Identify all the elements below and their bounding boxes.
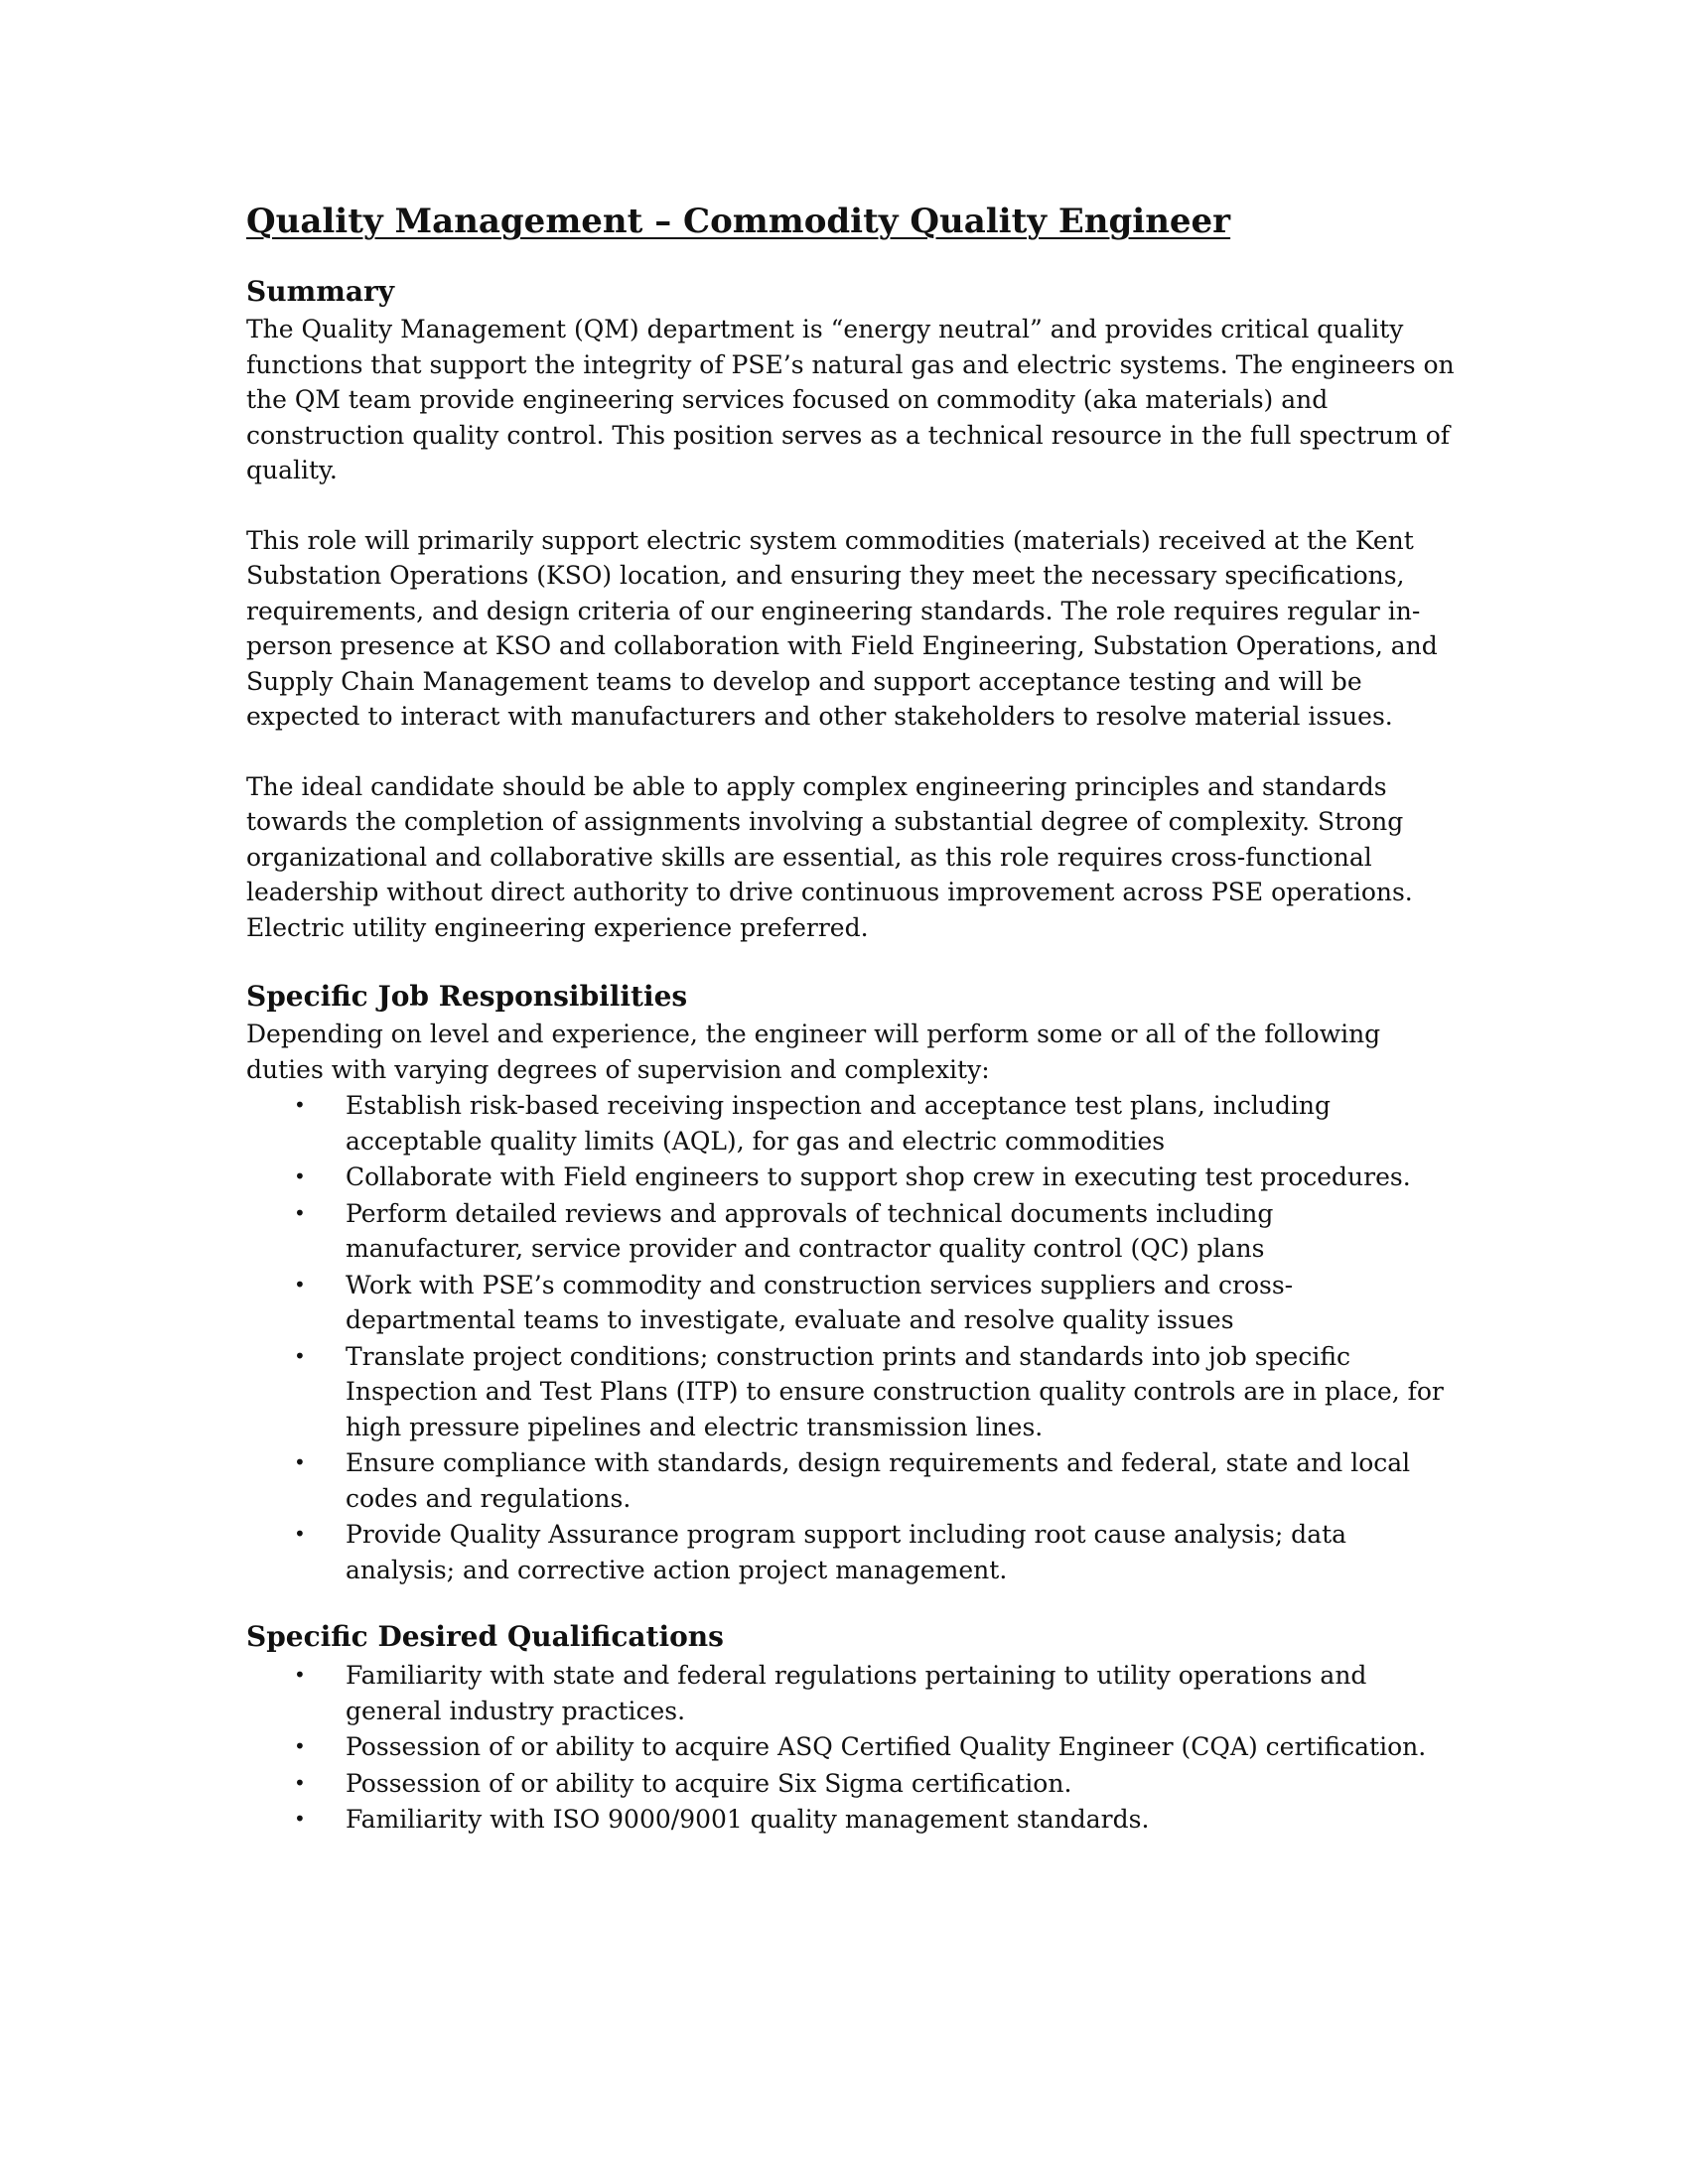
list-item-text: Work with PSE’s commodity and construction services suppliers and cross-departmental teams to investigate, evaluate and resolve quality issues	[346, 1270, 1294, 1334]
list-item	[246, 1445, 1458, 1516]
document-title: Quality Management – Commodity Quality Engineer	[246, 202, 1231, 241]
summary-paragraph-1: The Quality Management (QM) department is “energy neutral” and provides critical quality functions that support the integrity of PSE’s natural gas and electric systems. The engineers on the QM team provide engineering services focused on commodity (aka materials) and construction quality control. This position serves as a technical resource in the full spectrum of quality.	[246, 315, 1455, 484]
list-item-text: Provide Quality Assurance program support including root cause analysis; data analysis; and corrective action project management.	[346, 1520, 1347, 1584]
list-item	[246, 1658, 1458, 1728]
list-item-text: Collaborate with Field engineers to support shop crew in executing test procedures.	[346, 1162, 1411, 1191]
list-item-text: Perform detailed reviews and approvals of technical documents including manufacturer, service provider and contractor quality control (QC) plans	[346, 1198, 1274, 1263]
list-item	[246, 1339, 1458, 1445]
list-item	[246, 1729, 1458, 1765]
bullet-icon: •	[294, 1343, 306, 1368]
list-item-text: Possession of or ability to acquire ASQ Certified Quality Engineer (CQA) certification.	[346, 1732, 1427, 1761]
summary-paragraph-2: This role will primarily support electric system commodities (materials) received at the Kent Substation Operations (KSO) location, and ensuring they meet the necessary specifications, requirements, and design criteria of our engineering standards. The role requires regular in-person presence at KSO and collaboration with Field Engineering, Substation Operations, and Supply Chain Management teams to develop and support acceptance testing and will be expected to interact with manufacturers and other stakeholders to resolve material issues.	[246, 525, 1438, 731]
bullet-icon: •	[294, 1164, 306, 1188]
qualifications-heading: Specific Desired Qualifications	[246, 1620, 724, 1653]
responsibilities-heading: Specific Job Responsibilities	[246, 980, 688, 1013]
summary-heading: Summary	[246, 275, 394, 308]
bullet-icon: •	[294, 1450, 306, 1474]
list-item-text: Possession of or ability to acquire Six Sigma certification.	[346, 1768, 1072, 1798]
summary-paragraph-3: The ideal candidate should be able to apply complex engineering principles and standards towards the completion of assignments involving a substantial degree of complexity. Strong organizational and collaborative skills are essential, as this role requires cross-functional leadership without direct authority to drive continuous improvement across PSE operations. Electric utility engineering experience preferred.	[246, 771, 1413, 942]
bullet-icon: •	[294, 1200, 306, 1225]
list-item-text: Translate project conditions; construction prints and standards into job specific Inspection and Test Plans (ITP) to ensure construction quality controls are in place, for high pressure pipelines and electric transmission lines.	[346, 1341, 1444, 1441]
responsibilities-list	[246, 1088, 1458, 1587]
bullet-icon: •	[294, 1770, 306, 1795]
bullet-icon: •	[294, 1272, 306, 1297]
list-item-text: Ensure compliance with standards, design requirements and federal, state and local codes and regulations.	[346, 1448, 1411, 1513]
bullet-icon: •	[294, 1522, 306, 1546]
list-item	[246, 1766, 1458, 1802]
responsibilities-intro: Depending on level and experience, the engineer will perform some or all of the following duties with varying degrees of supervision and complexity:	[246, 1020, 1381, 1084]
list-item-text: Familiarity with state and federal regulations pertaining to utility operations and general industry practices.	[346, 1661, 1367, 1725]
list-item-text: Establish risk-based receiving inspection and acceptance test plans, including acceptable quality limits (AQL), for gas and electric commodities	[346, 1091, 1332, 1156]
list-item	[246, 1088, 1458, 1159]
bullet-icon: •	[294, 1807, 306, 1831]
list-item	[246, 1268, 1458, 1338]
list-item	[246, 1802, 1458, 1838]
bullet-icon: •	[294, 1663, 306, 1687]
bullet-icon: •	[294, 1093, 306, 1117]
qualifications-list	[246, 1658, 1458, 1838]
list-item	[246, 1160, 1458, 1195]
bullet-icon: •	[294, 1734, 306, 1758]
list-item-text: Familiarity with ISO 9000/9001 quality management standards.	[346, 1805, 1150, 1834]
list-item	[246, 1517, 1458, 1587]
list-item	[246, 1196, 1458, 1267]
document-page	[246, 199, 1458, 1838]
